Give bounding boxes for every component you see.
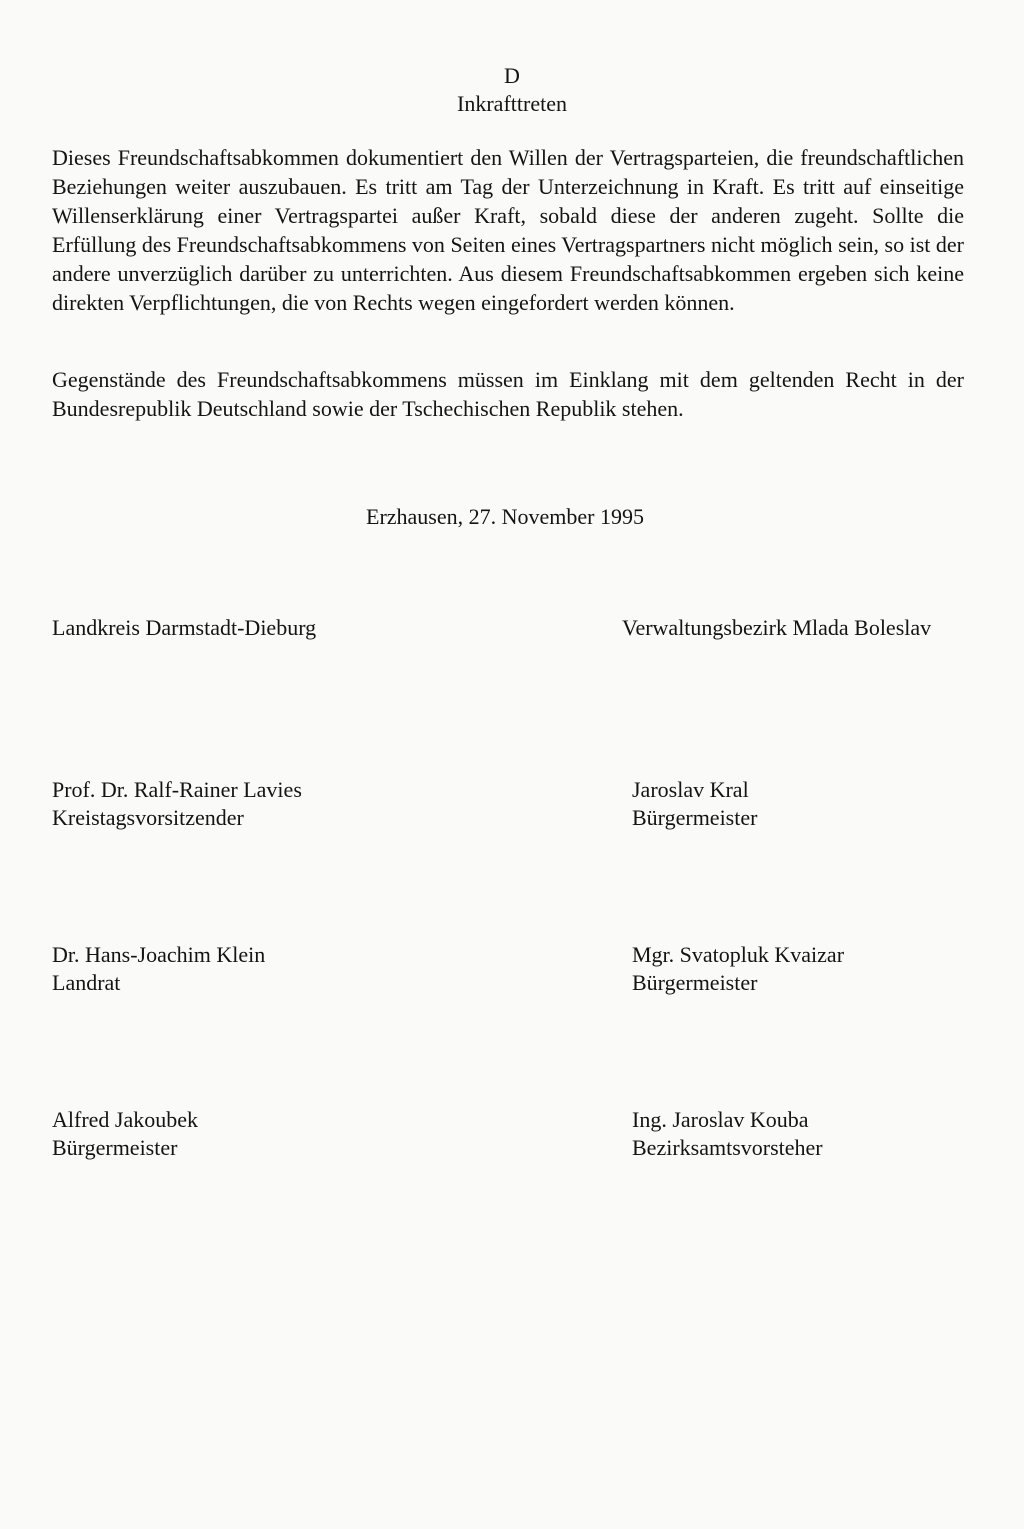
signatory-name: Jaroslav Kral: [632, 777, 749, 802]
section-letter: D: [504, 63, 520, 88]
party-left: [52, 614, 316, 642]
signatory-name: Prof. Dr. Ralf-Rainer Lavies: [52, 777, 302, 802]
section-title: Inkrafttreten: [457, 91, 567, 116]
signatory-name: Alfred Jakoubek: [52, 1107, 199, 1132]
signatory-role: Kreistagsvorsitzender: [52, 805, 244, 830]
signatory-block: [632, 1106, 823, 1162]
signatory-block: [632, 776, 757, 832]
paragraph-legal-compliance: Gegenstände des Freundschaftsabkommens müssen im Einklang mit dem geltenden Recht in der Bundesrepublik Deutschland sowie der Tschechischen Republik stehen.: [52, 367, 964, 421]
signatory-role: Landrat: [52, 970, 121, 995]
signatory-role: Bürgermeister: [632, 970, 758, 995]
party-right-name: Verwaltungsbezirk Mlada Boleslav: [622, 615, 932, 640]
signatory-block: [52, 941, 265, 997]
party-right: [622, 614, 931, 642]
signatory-block: [632, 941, 844, 997]
place-and-date: Erzhausen, 27. November 1995: [366, 504, 644, 529]
signatory-role: Bürgermeister: [52, 1135, 178, 1160]
signatory-block: [52, 1106, 198, 1162]
party-left-name: Landkreis Darmstadt-Dieburg: [52, 615, 317, 640]
signatory-name: Ing. Jaroslav Kouba: [632, 1107, 809, 1132]
signatory-name: Mgr. Svatopluk Kvaizar: [632, 942, 845, 967]
signatory-role: Bezirksamtsvorsteher: [632, 1135, 823, 1160]
paragraph-validity: Dieses Freundschaftsabkommen dokumentiert den Willen der Vertragsparteien, die freundschaftlichen Beziehungen weiter auszubauen. Es tritt am Tag der Unterzeichnung in Kraft. Es tritt auf einseitige Willenserklärung einer Vertragspartei außer Kraft, sobald diese der anderen zugeht. Sollte die Erfüllung des Freundschaftsabkommens von Seiten eines Vertragspartners nicht möglich sein, so ist der andere unverzüglich darüber zu unterrichten. Aus diesem Freundschaftsabkommen ergeben sich keine direkten Verpflichtungen, die von Rechts wegen eingefordert werden können.: [52, 145, 964, 315]
signatory-role: Bürgermeister: [632, 805, 758, 830]
signatory-block: [52, 776, 302, 832]
signatory-name: Dr. Hans-Joachim Klein: [52, 942, 266, 967]
